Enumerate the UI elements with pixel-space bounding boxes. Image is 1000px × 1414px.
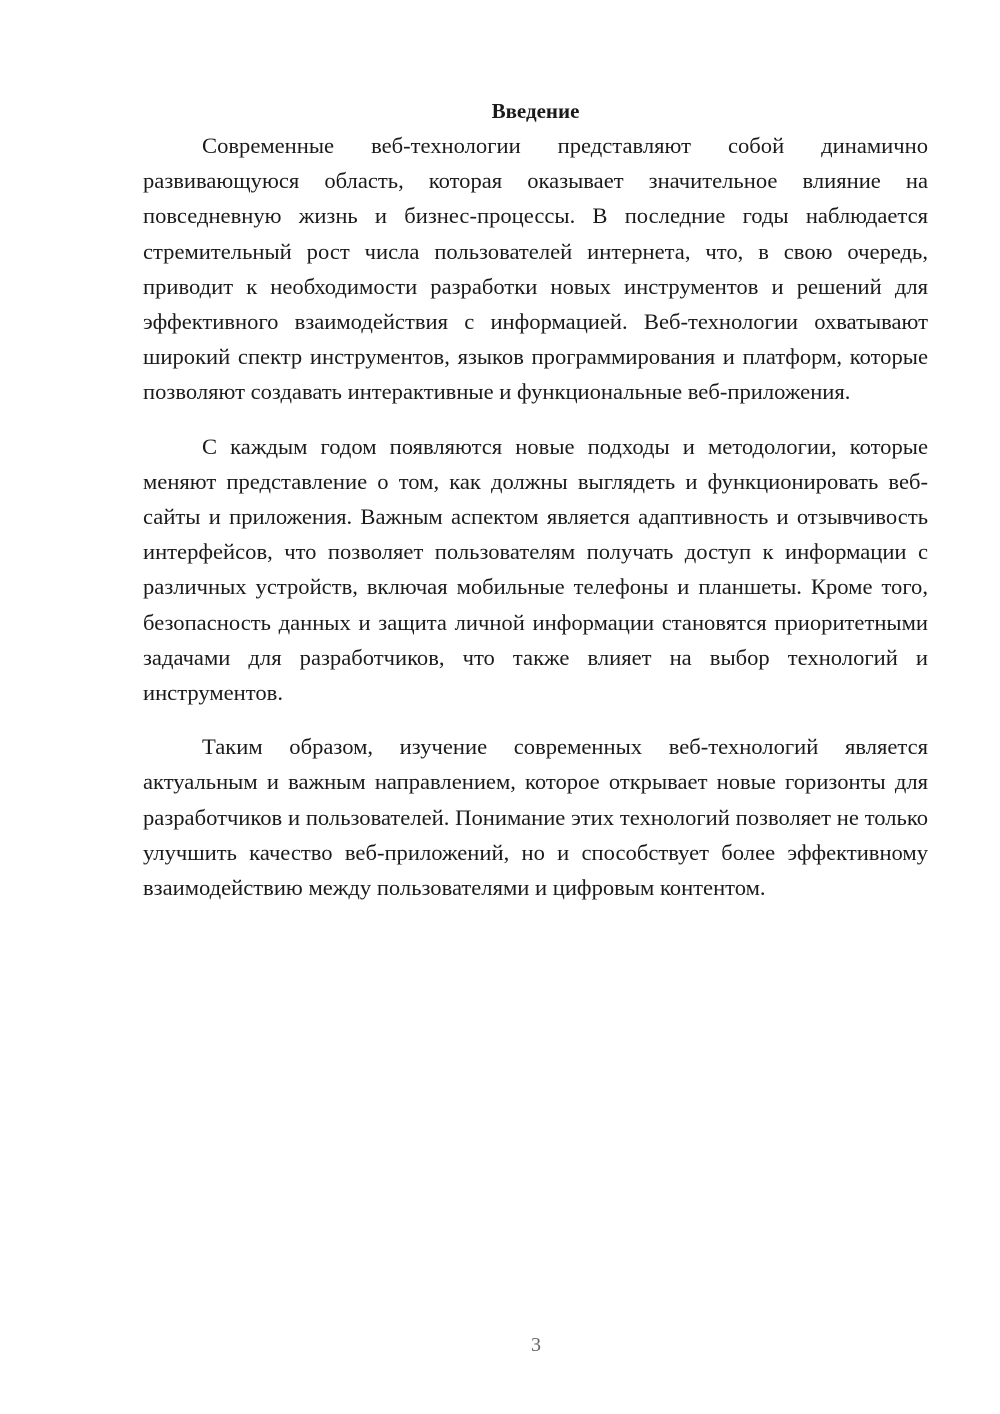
- paragraph-1: Современные веб-технологии представляют собой динамично развивающуюся область, которая оказывает значительное влияние на повседневную жизнь и бизнес-процессы. В последние годы наблюдается стремительный рост числа пользователей интернета, что, в свою очередь, приводит к необходимости разработки новых инструментов и решений для эффективного взаимодействия с информацией. Веб-технологии охватывают широкий спектр инструментов, языков программирования и платформ, которые позволяют создавать интерактивные и функциональные веб-приложения.: [143, 133, 928, 405]
- section-title: Введение: [491, 99, 580, 123]
- document-page: [143, 96, 928, 924]
- page-number: 3: [531, 1334, 541, 1356]
- paragraph-2: С каждым годом появляются новые подходы и методологии, которые меняют представление о том, как должны выглядеть и функционировать веб-сайты и приложения. Важным аспектом является адаптивность и отзывчивость интерфейсов, что позволяет пользователям получать доступ к информации с различных устройств, включая мобильные телефоны и планшеты. Кроме того, безопасность данных и защита личной информации становятся приоритетными задачами для разработчиков, что также влияет на выбор технологий и инструментов.: [143, 433, 928, 706]
- paragraph-3: Таким образом, изучение современных веб-технологий является актуальным и важным направлением, которое открывает новые горизонты для разработчиков и пользователей. Понимание этих технологий позволяет не только улучшить качество веб-приложений, но и способствует более эффективному взаимодействию между пользователями и цифровым контентом.: [143, 734, 928, 901]
